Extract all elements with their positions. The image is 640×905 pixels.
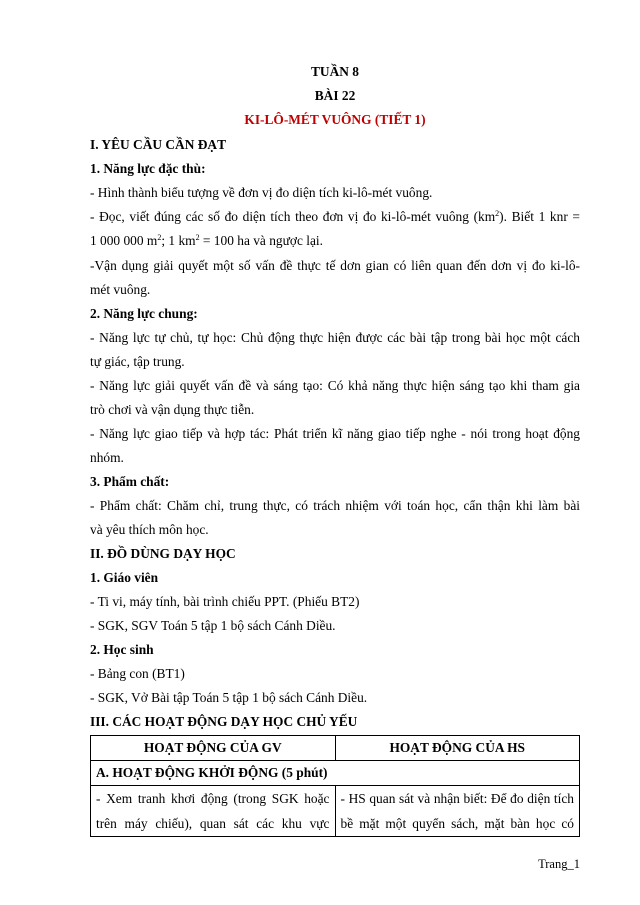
- table-header-row: [91, 736, 580, 761]
- text-line: - Năng lực giao tiếp và hợp tác: Phát triển kĩ năng giao tiếp nghe - nói trong hoạt động: [90, 426, 580, 441]
- section3-heading: III. CÁC HOẠT ĐỘNG DẠY HỌC CHỦ YẾU: [90, 714, 358, 729]
- text-line: nhóm.: [90, 450, 124, 465]
- text-line: - Năng lực tự chủ, tự học: Chủ động thực hiện được các bài tập trong bài học một cách: [90, 330, 580, 345]
- text-line: 1 000 000 $m^2$; 1 $km^2 = 100$ ha và ngược lại.: [90, 233, 323, 248]
- text-line: tự giác, tập trung.: [90, 354, 185, 369]
- cell-text: - Xem tranh khơi động (trong SGK hoặc: [96, 791, 330, 806]
- text-line: - Hình thành biểu tượng về đơn vị đo diện tích ki-lô-mét vuông.: [90, 185, 433, 200]
- cell-text: bề mặt một quyển sách, mặt bàn học có: [340, 816, 574, 831]
- text-line: mét vuông.: [90, 282, 151, 297]
- text-line: và yêu thích môn học.: [90, 522, 209, 537]
- subheading-general-competence: 2. Năng lực chung:: [90, 306, 198, 321]
- section-a-label: A. HOẠT ĐỘNG KHỞI ĐỘNG (5 phút): [91, 761, 580, 786]
- subheading-teacher: 1. Giáo viên: [90, 570, 159, 585]
- text-line: - Phẩm chất: Chăm chỉ, trung thực, có trách nhiệm với toán học, cẩn thận khi làm bài: [90, 498, 580, 513]
- subheading-specific-competence: 1. Năng lực đặc thù:: [90, 161, 206, 176]
- text-line: -Vận dụng giải quyết một số vấn đề thực tế dơn gian có liên quan đến dơn vị đo ki-lô-: [90, 258, 580, 273]
- column-header-teacher: HOẠT ĐỘNG CỦA GV: [91, 736, 336, 761]
- section1-heading: I. YÊU CẦU CẦN ĐẠT: [90, 137, 227, 152]
- column-header-student: HOẠT ĐỘNG CỦA HS: [335, 736, 580, 761]
- activities-table: [90, 735, 580, 837]
- teacher-activity-cell: [91, 786, 336, 837]
- text-line: trò chơi và vận dụng thực tiễn.: [90, 402, 255, 417]
- page-number: Trang_1: [538, 857, 580, 871]
- text-line: - Năng lực giải quyết vấn đề và sáng tạo: Có khả năng thực hiện sáng tạo khi tham gia: [90, 378, 580, 393]
- text-line: - Đọc, viết đúng các số đo diện tích theo đơn vị đo ki-lô-mét vuông $(km^2)$. Biết 1 knr =: [90, 209, 580, 224]
- table-section-row: [91, 761, 580, 786]
- text-line: - SGK, SGV Toán 5 tập 1 bộ sách Cánh Diều.: [90, 618, 336, 633]
- text-line: - SGK, Vở Bài tập Toán 5 tập 1 bộ sách Cánh Diều.: [90, 690, 368, 705]
- subheading-qualities: 3. Phẩm chất:: [90, 474, 170, 489]
- text-line: - Ti vi, máy tính, bài trình chiếu PPT. (Phiếu BT2): [90, 594, 360, 609]
- cell-text: trên máy chiếu), quan sát các khu vực: [96, 816, 330, 831]
- cell-text: - HS quan sát và nhận biết: Để đo diện tích: [340, 791, 574, 806]
- lesson-title: KI-LÔ-MÉT VUÔNG (TIẾT 1): [244, 112, 426, 127]
- week-label: TUẦN 8: [311, 64, 359, 79]
- student-activity-cell: [335, 786, 580, 837]
- subheading-student: 2. Học sinh: [90, 642, 154, 657]
- lesson-label: BÀI 22: [314, 88, 356, 103]
- text-line: - Bảng con (BT1): [90, 666, 185, 681]
- table-row: [91, 786, 580, 837]
- section2-heading: II. ĐỒ DÙNG DẠY HỌC: [90, 546, 236, 561]
